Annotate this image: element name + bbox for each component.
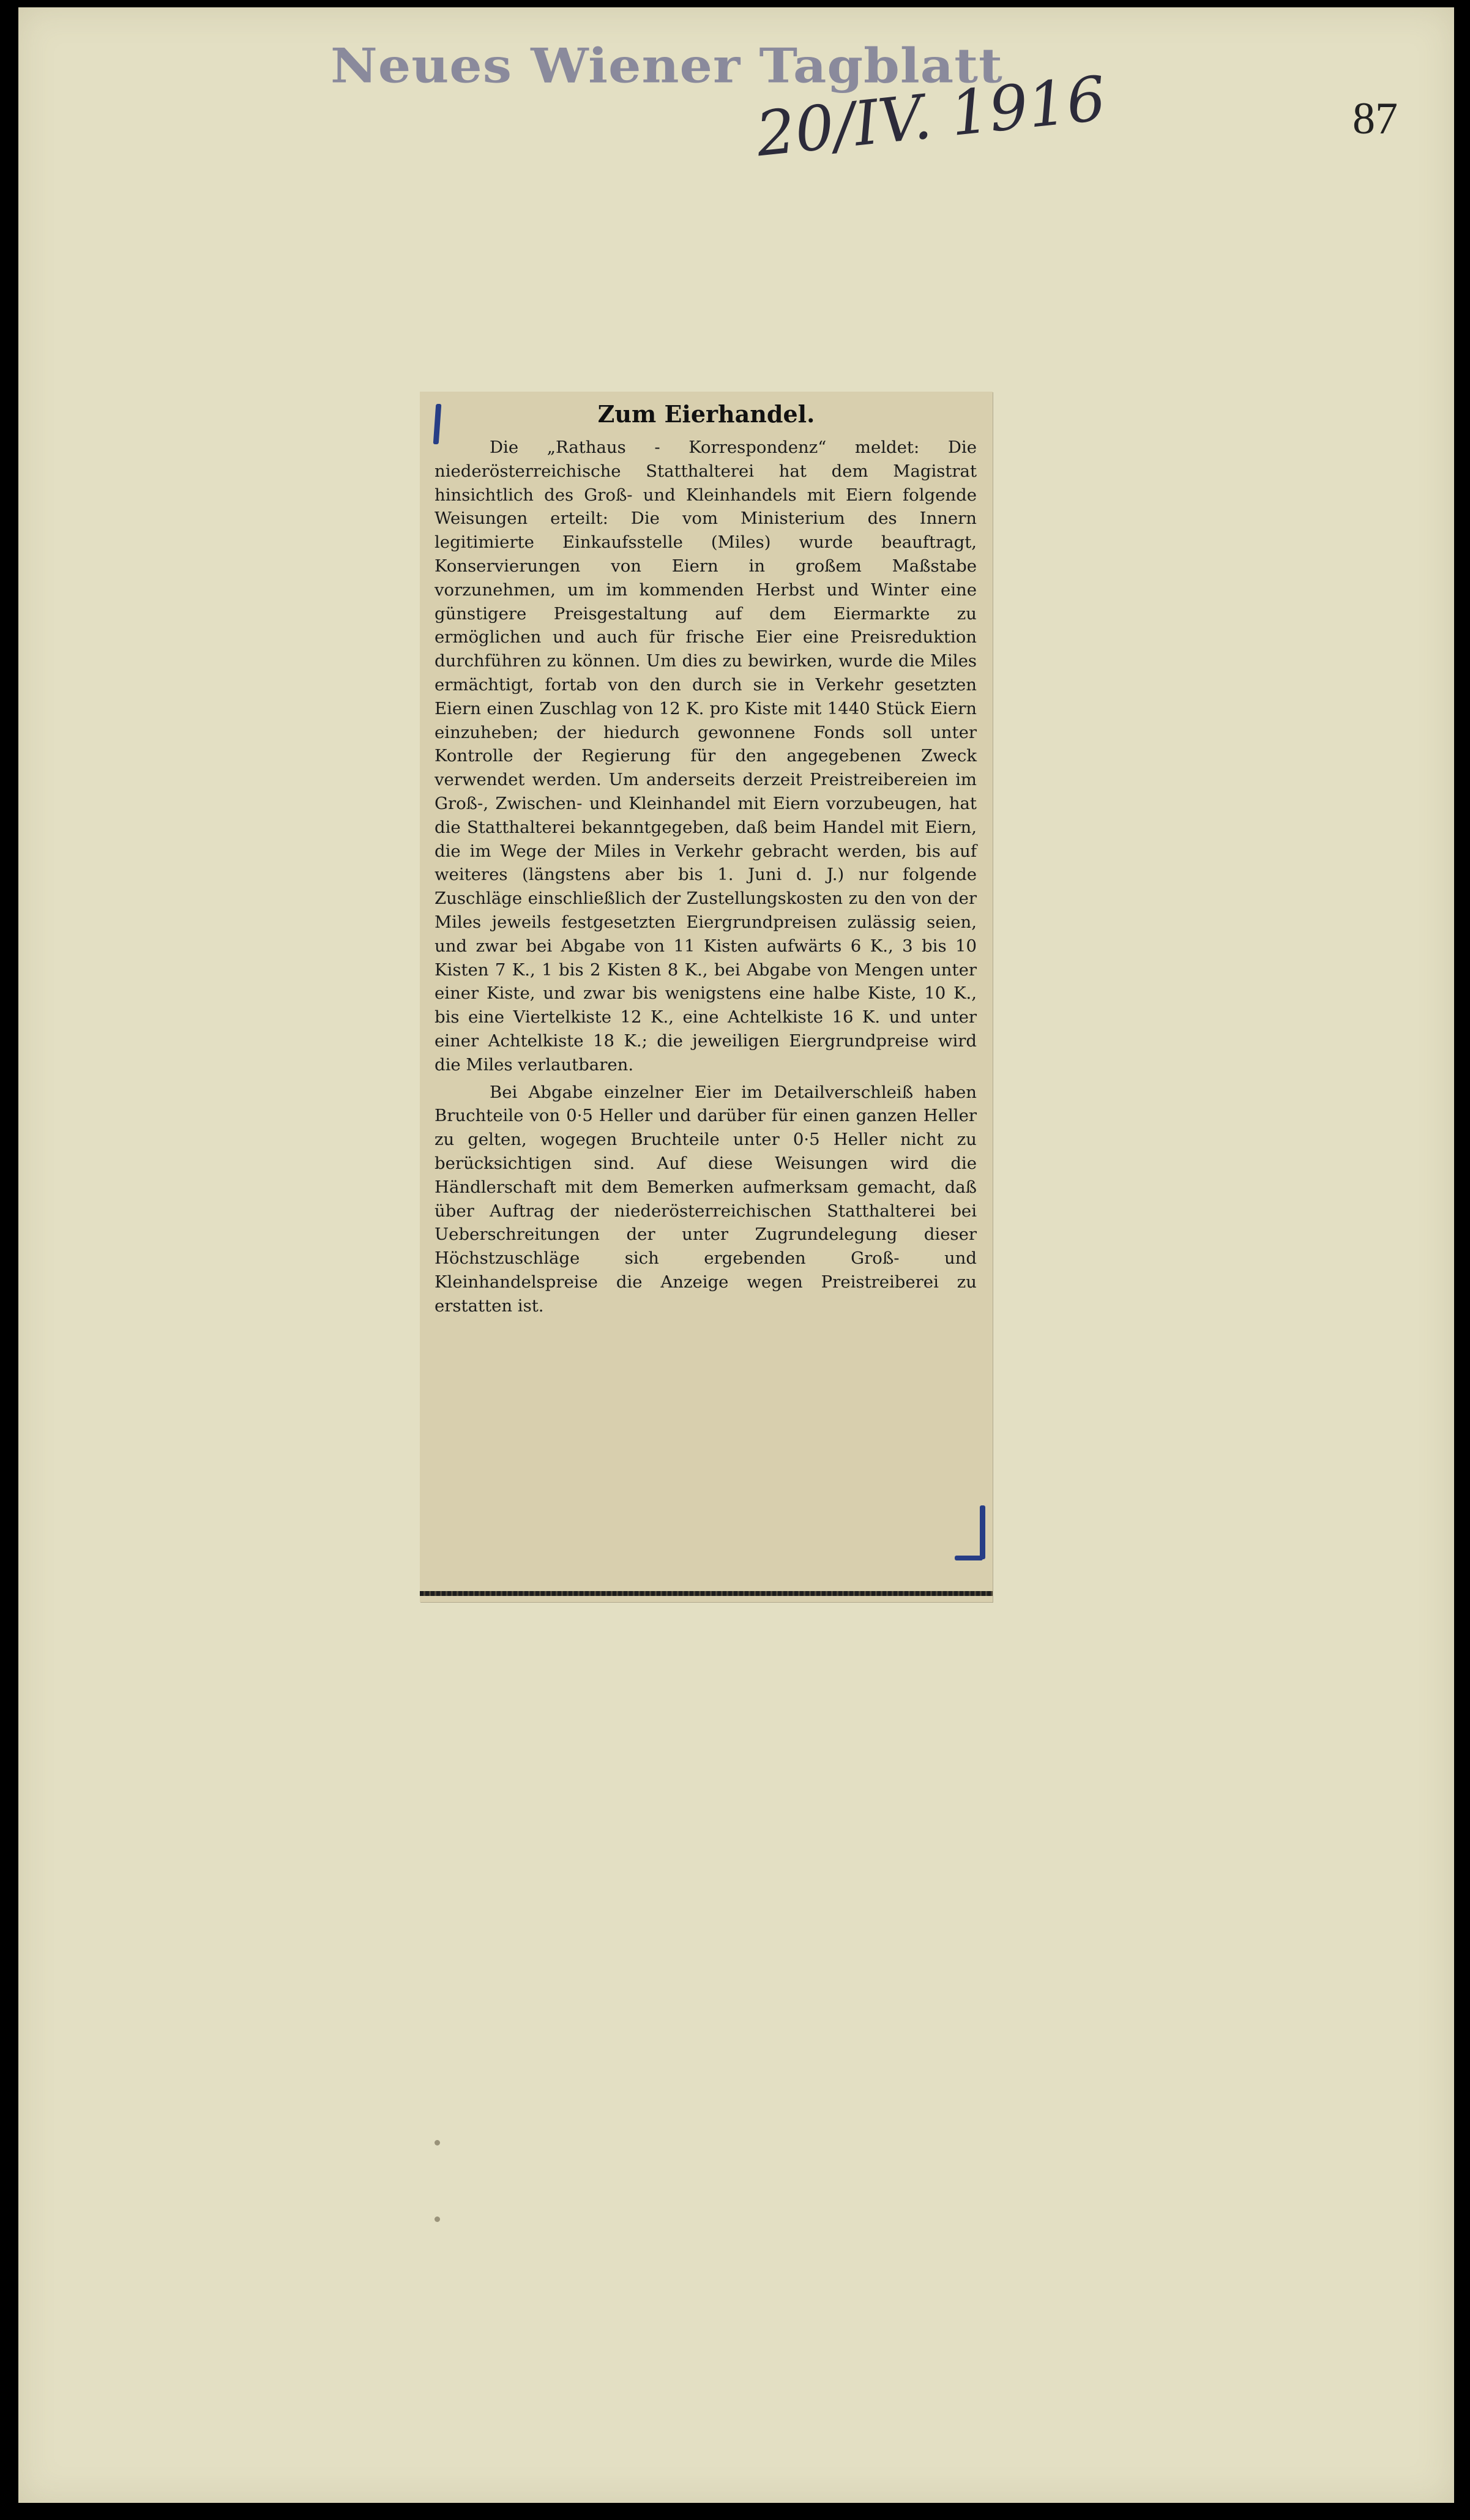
newspaper-clipping <box>420 392 993 1602</box>
clipping-body <box>435 436 977 1318</box>
punch-hole <box>435 2216 440 2222</box>
clipping-bottom-rule <box>420 1591 993 1596</box>
clipping-paragraph: Bei Abgabe einzelner Eier im Detailverschleiß haben Bruchteile von 0·5 Heller und darüber für einen ganzen Heller zu gelten, wogegen Bruchteile unter 0·5 Heller nicht zu berücksichtigen sind. Auf diese Weisungen wird die Händlerschaft mit dem Bemerken aufmerksam gemacht, daß über Auftrag der niederösterreichischen Statthalterei bei Ueberschreitungen der unter Zugrundelegung dieser Höchstzuschläge sich ergebenden Groß- und Kleinhandelspreise die Anzeige wegen Preistreiberei zu erstatten ist. <box>435 1082 977 1316</box>
blue-pencil-mark-end-foot <box>955 1556 983 1560</box>
archive-sheet <box>18 7 1454 2503</box>
handwritten-date: 20/IV. 1916 <box>753 62 1110 171</box>
clipping-paragraph: Die „Rathaus - Korrespondenz“ meldet: Die niederösterreichische Statthalterei hat dem Magistrat hinsichtlich des Groß- und Kleinhandels mit Eiern folgende Weisungen erteilt: Die vom Ministerium des Innern legitimierte Einkaufsstelle (Miles) wurde beauftragt, Konservierungen von Eiern in großem Maßstabe vorzunehmen, um im kommenden Herbst und Winter eine günstigere Preisgestaltung auf dem Eiermarkte zu ermöglichen und auch für frische Eier eine Preisreduktion durchführen zu können. Um dies zu bewirken, wurde die Miles ermächtigt, fortab von den durch sie in Verkehr gesetzten Eiern einen Zuschlag von 12 K. pro Kiste mit 1440 Stück Eiern einzuheben; der hiedurch gewonnene Fonds soll unter Kontrolle der Regierung für den angegebenen Zweck verwendet werden. Um anderseits derzeit Preistreibereien im Groß-, Zwischen- und Kleinhandel mit Eiern vorzubeugen, hat die Statthalterei bekanntgegeben, daß beim Handel mit Eiern, die im Wege der Miles in Verkehr gebracht werden, bis auf weiteres (längstens aber bis 1. Juni d. J.) nur folgende Zuschläge einschließlich der Zustellungskosten zu den von der Miles jeweils festgesetzten Eiergrundpreisen zulässig seien, und zwar bei Abgabe von 11 Kisten aufwärts 6 K., 3 bis 10 Kisten 7 K., 1 bis 2 Kisten 8 K., bei Abgabe von Mengen unter einer Kiste, und zwar bis wenigstens eine halbe Kiste, 10 K., bis eine Viertelkiste 12 K., eine Achtelkiste 16 K. und unter einer Achtelkiste 18 K.; die jeweiligen Eiergrundpreise wird die Miles verlautbaren. <box>435 438 977 1075</box>
page-number: 87 <box>1352 94 1398 144</box>
archive-stamp: Neues Wiener Tagblatt <box>330 38 1003 94</box>
blue-pencil-mark-end <box>980 1505 985 1559</box>
punch-hole <box>435 2140 440 2145</box>
clipping-title: Zum Eierhandel. <box>597 400 815 428</box>
